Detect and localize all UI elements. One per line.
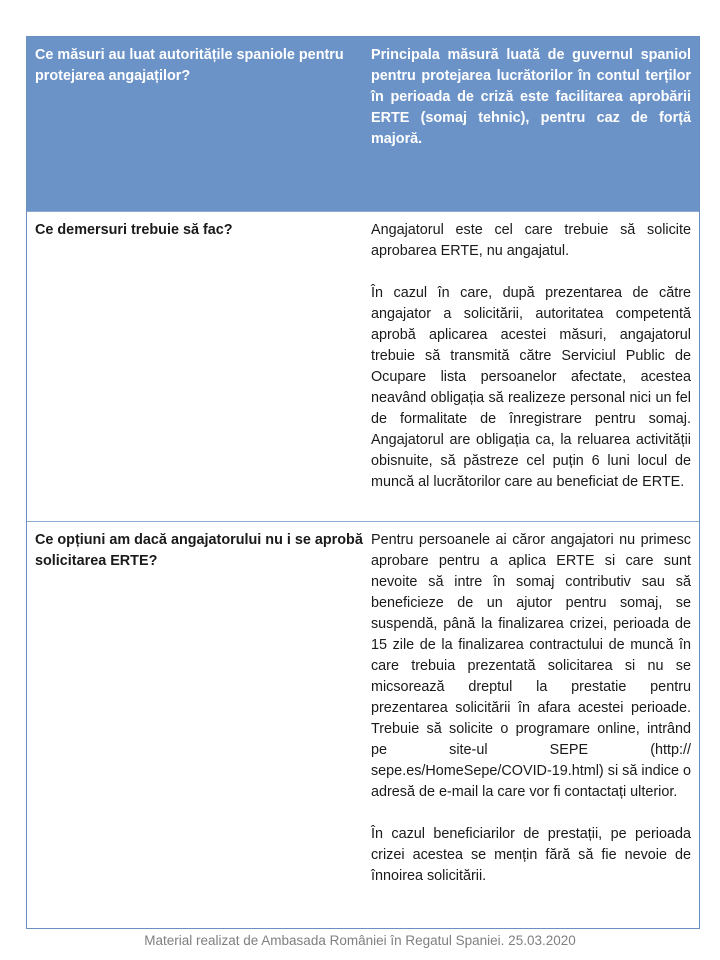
answer-cell [371, 212, 699, 521]
answer-cell [371, 522, 699, 928]
question-cell: Ce opțiuni am dacă angajatorului nu i se aprobă solicitarea ERTE? [35, 532, 363, 569]
question-cell: Ce demersuri trebuie să fac? [35, 222, 233, 238]
table-header-row [27, 37, 699, 211]
question-cell: Ce măsuri au luat autoritățile spaniole pentru protejarea angajaților? [35, 47, 344, 84]
answer-cell [371, 37, 699, 211]
answer-paragraph: Pentru persoanele ai căror angajatori nu primesc aprobare pentru a aplica ERTE si care sunt nevoite să intre în somaj contributiv sau să beneficieze de un ajutor pentru somaj, se suspendă, până la finalizarea crizei, perioada de 15 zile de la finalizarea contractului de muncă în care trebuia prezentată solicitarea si nu se micsorează dreptul la prestatie pentru prezentarea solicitării în afara acestei perioade. Trebuie să solicite o programare online, intrând pe site-ul SEPE (http:// sepe.es/HomeSepe/COVID-19.html) si să indice o adresă de e-mail la care vor fi contactați ulterior. [370, 532, 691, 800]
answer-paragraph: În cazul beneficiarilor de prestații, pe perioada crizei acestea se mențin fără să fie nevoie de înnoirea solicitării. [370, 826, 691, 884]
answer-paragraph: În cazul în care, după prezentarea de către angajator a solicitării, autoritatea competentă aprobă aplicarea acestei măsuri, angajatorul trebuie să transmită către Serviciul Public de Ocupare lista persoanelor afectate, acestea neavând obligația să realizeze personal nici un fel de formalitate de înregistrare pentru somaj. Angajatorul are obligația ca, la reluarea activității obisnuite, să păstreze cel puțin 6 luni locul de muncă al lucrătorilor care au beneficiat de ERTE. [370, 285, 691, 490]
table-row [27, 211, 699, 521]
table-row [27, 521, 699, 928]
faq-table [26, 36, 700, 929]
answer-paragraph: Angajatorul este cel care trebuie să solicite aprobarea ERTE, nu angajatul. [370, 222, 691, 259]
page-footer: Material realizat de Ambasada României în Regatul Spaniei. 25.03.2020 [144, 933, 576, 948]
answer-paragraph: Principala măsură luată de guvernul spaniol pentru protejarea lucrătorilor în contul terților în perioada de criză este facilitarea aprobării ERTE (somaj tehnic), pentru caz de forță majoră. [370, 47, 691, 147]
